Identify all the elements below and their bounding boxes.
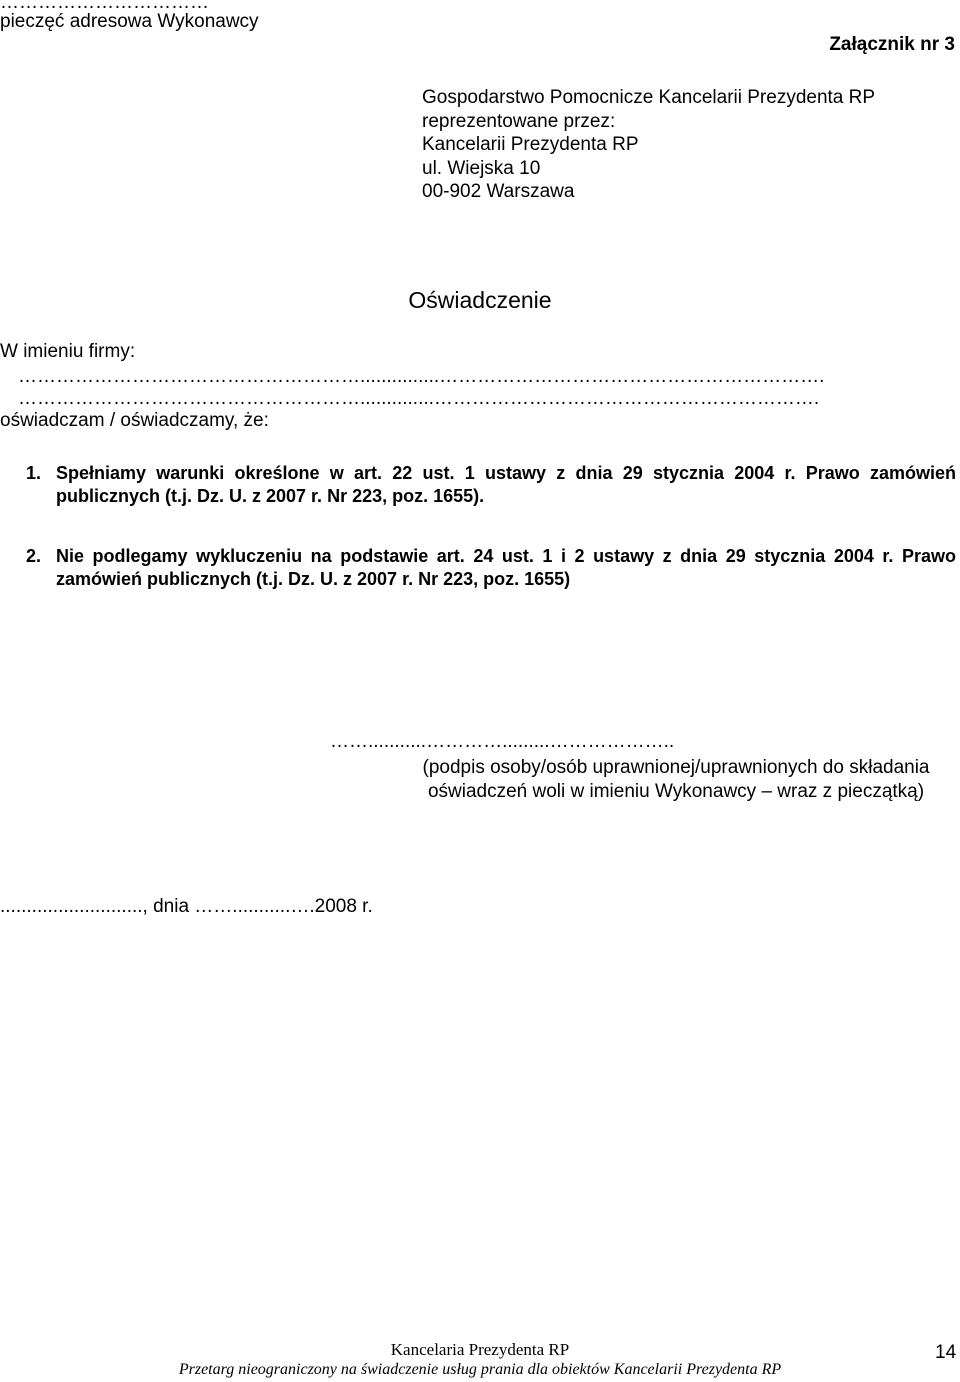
recipient-address (422, 86, 875, 204)
annex-label: Załącznik nr 3 (829, 34, 955, 55)
firm-name-line: ………………………………………………...............……………………………………………………. (18, 366, 825, 387)
date-line: ..........................., dnia ……...........….2008 r. (0, 896, 373, 917)
footer-office: Kancelaria Prezydenta RP (390, 1340, 570, 1359)
footer-tender-title: Przetarg nieograniczony na świadczenie usług prania dla obiektów Kancelarii Prezydenta RP (178, 1361, 782, 1378)
signature-caption-line: oświadczeń woli w imieniu Wykonawcy – wraz z pieczątką) (427, 781, 925, 802)
recipient-line: reprezentowane przez: (422, 110, 616, 132)
signature-dots: ……...........………….........……………….. (330, 731, 675, 752)
document-title: Oświadczenie (408, 287, 552, 313)
statement-number: 2. (26, 546, 42, 566)
statement-item (26, 462, 956, 508)
recipient-line: 00-902 Warszawa (422, 181, 575, 202)
recipient-line: ul. Wiejska 10 (422, 157, 541, 179)
declaration-label: oświadczam / oświadczamy, że: (0, 410, 269, 431)
firm-name-line: ………………………………………………..............……………………………………………………. (18, 388, 820, 409)
statement-text: Nie podlegamy wykluczeniu na podstawie art. 24 ust. 1 i 2 ustawy z dnia 29 stycznia 2004 r. Prawo zamówień publicznych (t.j. Dz. U. z 2007 r. Nr 223, poz. 1655) (56, 546, 956, 589)
stamp-dots: …………………………… (0, 0, 209, 13)
recipient-line: Kancelarii Prezydenta RP (422, 134, 639, 155)
statement-number: 1. (26, 463, 42, 483)
firm-label: W imieniu firmy: (0, 341, 136, 362)
page-number: 14 (935, 1342, 957, 1363)
statement-text: Spełniamy warunki określone w art. 22 ust. 1 ustawy z dnia 29 stycznia 2004 r. Prawo zamówień publicznych (t.j. Dz. U. z 2007 r. Nr 223, poz. 1655). (56, 463, 956, 506)
signature-caption (388, 756, 960, 804)
stamp-label: pieczęć adresowa Wykonawcy (0, 11, 259, 32)
signature-caption-line: (podpis osoby/osób uprawnionej/uprawnionych do składania (422, 757, 930, 778)
statement-item (26, 545, 956, 591)
recipient-line: Gospodarstwo Pomocnicze Kancelarii Prezydenta RP (422, 87, 876, 108)
